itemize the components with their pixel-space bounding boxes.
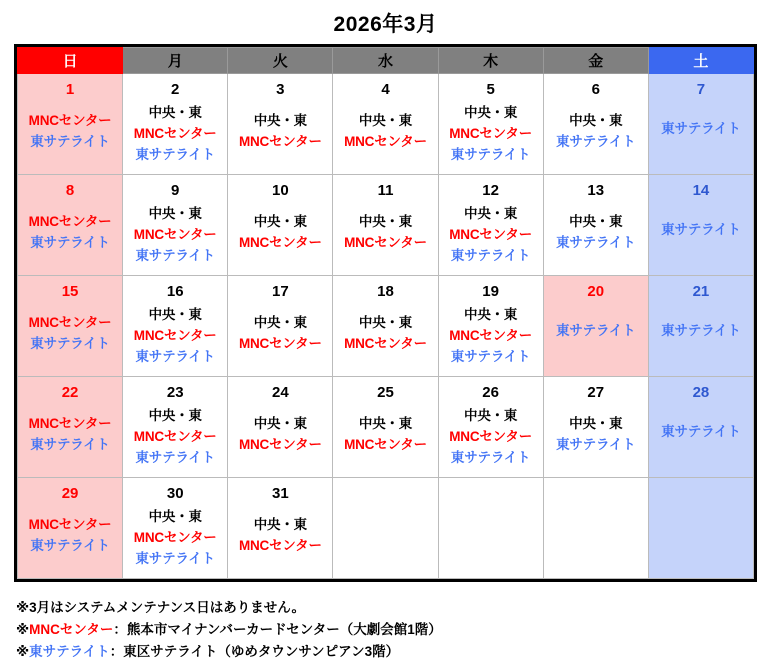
- footer-note-segment: ：熊本市マイナンバーカードセンター（大劇会館1階）: [113, 621, 442, 637]
- day-entries: [228, 414, 332, 456]
- footer-note-segment: MNCセンター: [29, 621, 114, 637]
- calendar-day-cell-6: [543, 74, 648, 175]
- calendar-day-cell-23: [123, 377, 228, 478]
- day-entry: 東サテライト: [661, 222, 741, 237]
- day-number: 15: [61, 283, 79, 300]
- day-entry: 中央・東: [464, 206, 518, 221]
- day-entries: [544, 111, 648, 153]
- calendar-day-cell-27: [543, 377, 648, 478]
- day-entries: [439, 305, 543, 368]
- day-entry: 中央・東: [148, 509, 202, 524]
- day-number: 26: [482, 384, 499, 401]
- day-entry: MNCセンター: [28, 517, 112, 532]
- day-number: 11: [377, 182, 394, 199]
- day-entries: [649, 220, 753, 241]
- calendar-day-cell-24: [228, 377, 333, 478]
- day-entry: MNCセンター: [344, 436, 427, 452]
- day-entry: MNCセンター: [238, 133, 322, 149]
- day-number: 30: [166, 485, 184, 502]
- weekday-header-土: 土: [648, 48, 753, 74]
- day-entry: MNCセンター: [344, 133, 427, 149]
- calendar-week-row: [18, 377, 754, 478]
- day-entries: [228, 111, 332, 153]
- weekday-header-火: 火: [228, 48, 333, 74]
- day-number: 1: [65, 81, 75, 98]
- calendar-day-cell-31: [228, 478, 333, 579]
- day-entries: [18, 313, 122, 355]
- day-entry: 東サテライト: [556, 234, 636, 250]
- day-number: 16: [166, 283, 184, 300]
- day-entries: [544, 321, 648, 342]
- day-number: 9: [171, 182, 180, 199]
- day-entry: 東サテライト: [450, 146, 531, 162]
- footer-note-line: [16, 619, 756, 641]
- day-entry: MNCセンター: [238, 436, 322, 452]
- day-number: 31: [272, 485, 289, 502]
- day-entry: 東サテライト: [135, 348, 215, 364]
- page-title: 2026年3月: [333, 13, 438, 36]
- day-entry: 中央・東: [253, 416, 307, 431]
- day-number: 25: [377, 384, 394, 401]
- day-number: 22: [61, 384, 79, 401]
- day-entry: MNCセンター: [238, 234, 322, 250]
- day-entry: 東サテライト: [30, 436, 110, 452]
- day-entry: 中央・東: [253, 517, 307, 532]
- calendar-week-row: [18, 175, 754, 276]
- calendar-day-cell-5: [438, 74, 543, 175]
- day-entry: 東サテライト: [556, 133, 636, 149]
- day-entries: [228, 212, 332, 254]
- footer-note-segment: ※: [16, 643, 30, 659]
- day-entry: 中央・東: [148, 307, 202, 322]
- calendar-day-cell-25: [333, 377, 438, 478]
- day-entry: 中央・東: [253, 315, 307, 330]
- calendar-day-cell-20: [543, 276, 648, 377]
- day-number: 23: [166, 384, 184, 401]
- weekday-header-水: 水: [333, 48, 438, 74]
- calendar-day-cell-14: [648, 175, 753, 276]
- day-entry: MNCセンター: [133, 125, 217, 141]
- calendar-day-cell-22: [18, 377, 123, 478]
- day-number: 20: [587, 283, 605, 300]
- day-entry: MNCセンター: [28, 416, 112, 431]
- day-entry: MNCセンター: [28, 214, 112, 229]
- footer-note-line: [16, 641, 756, 663]
- day-entry: 中央・東: [148, 206, 202, 221]
- calendar-day-cell-21: [648, 276, 753, 377]
- calendar-day-cell-13: [543, 175, 648, 276]
- day-entry: MNCセンター: [344, 335, 427, 351]
- day-entries: [333, 212, 437, 254]
- day-entry: 中央・東: [148, 408, 202, 423]
- calendar-day-cell-empty: [648, 478, 753, 579]
- day-entry: 東サテライト: [450, 348, 531, 364]
- day-entry: 中央・東: [464, 105, 518, 120]
- day-number: 18: [377, 283, 394, 300]
- day-number: 24: [272, 384, 289, 401]
- day-entries: [123, 103, 227, 166]
- day-entry: MNCセンター: [133, 327, 217, 343]
- day-number: 7: [696, 81, 706, 98]
- day-number: 10: [272, 182, 289, 199]
- day-entry: MNCセンター: [238, 335, 322, 351]
- day-entries: [544, 414, 648, 456]
- footer-note-segment: ※3月はシステムメンテナンス日はありません。: [16, 600, 306, 615]
- calendar-day-cell-17: [228, 276, 333, 377]
- day-entry: 東サテライト: [30, 537, 110, 553]
- day-number: 8: [65, 182, 75, 199]
- day-entries: [228, 515, 332, 557]
- calendar-day-cell-29: [18, 478, 123, 579]
- day-entries: [18, 111, 122, 153]
- day-entry: MNCセンター: [449, 125, 533, 141]
- day-entries: [649, 119, 753, 140]
- day-entries: [333, 111, 437, 153]
- day-entry: MNCセンター: [28, 113, 112, 128]
- calendar-day-cell-12: [438, 175, 543, 276]
- calendar-day-cell-empty: [543, 478, 648, 579]
- day-number: 28: [692, 384, 710, 401]
- day-entries: [18, 515, 122, 557]
- day-entry: 中央・東: [464, 307, 518, 322]
- day-entries: [123, 305, 227, 368]
- day-number: 12: [482, 182, 499, 199]
- calendar-day-cell-8: [18, 175, 123, 276]
- weekday-header-金: 金: [543, 48, 648, 74]
- day-number: 29: [61, 485, 79, 502]
- day-entry: 東サテライト: [135, 550, 215, 566]
- footer-note-segment: ※: [16, 621, 30, 637]
- day-entries: [228, 313, 332, 355]
- day-number: 5: [486, 81, 495, 98]
- calendar-day-cell-19: [438, 276, 543, 377]
- calendar-day-cell-9: [123, 175, 228, 276]
- day-entry: 中央・東: [464, 408, 518, 423]
- calendar-day-cell-18: [333, 276, 438, 377]
- calendar-day-cell-10: [228, 175, 333, 276]
- calendar-day-cell-empty: [333, 478, 438, 579]
- day-entry: 中央・東: [148, 105, 202, 120]
- day-entry: 東サテライト: [135, 146, 215, 162]
- day-entry: MNCセンター: [449, 226, 533, 242]
- weekday-header-row: [18, 48, 754, 74]
- day-entry: 東サテライト: [135, 449, 215, 465]
- day-entry: 東サテライト: [556, 323, 636, 338]
- day-entries: [18, 414, 122, 456]
- day-number: 17: [272, 283, 289, 300]
- calendar-body: [18, 74, 754, 579]
- calendar-day-cell-26: [438, 377, 543, 478]
- day-entry: MNCセンター: [133, 428, 217, 444]
- footer-note-segment: 東サテライト: [29, 643, 110, 659]
- day-number: 21: [692, 283, 710, 300]
- day-entries: [333, 414, 437, 456]
- day-entries: [333, 313, 437, 355]
- day-entry: 中央・東: [358, 416, 413, 431]
- calendar-day-cell-16: [123, 276, 228, 377]
- day-entry: 中央・東: [569, 416, 623, 431]
- footer-note-segment: ：東区サテライト（ゆめタウンサンピアン3階）: [109, 643, 400, 659]
- day-entry: 東サテライト: [30, 133, 110, 149]
- day-entries: [123, 507, 227, 570]
- day-entries: [439, 204, 543, 267]
- day-entry: 東サテライト: [30, 335, 110, 351]
- day-entries: [18, 212, 122, 254]
- day-number: 2: [171, 81, 180, 98]
- footer-note-line: [16, 597, 756, 619]
- day-number: 4: [381, 81, 390, 98]
- weekday-header-月: 月: [123, 48, 228, 74]
- day-entry: MNCセンター: [133, 529, 217, 545]
- day-entries: [123, 204, 227, 267]
- day-entries: [439, 103, 543, 166]
- day-entry: 東サテライト: [450, 449, 531, 465]
- day-entry: MNCセンター: [449, 327, 533, 343]
- day-entry: MNCセンター: [344, 234, 427, 250]
- day-entry: 中央・東: [569, 113, 623, 128]
- calendar-week-row: [18, 276, 754, 377]
- day-entry: 東サテライト: [30, 234, 110, 250]
- day-entry: 東サテライト: [556, 436, 636, 452]
- day-number: 3: [276, 81, 285, 98]
- calendar-day-cell-4: [333, 74, 438, 175]
- day-entries: [649, 422, 753, 443]
- day-entry: 東サテライト: [450, 247, 531, 263]
- footer-notes: [16, 597, 756, 663]
- day-entries: [439, 406, 543, 469]
- day-entries: [649, 321, 753, 342]
- calendar-day-cell-15: [18, 276, 123, 377]
- day-number: 19: [482, 283, 499, 300]
- day-entries: [544, 212, 648, 254]
- day-number: 13: [587, 182, 605, 199]
- calendar-day-cell-1: [18, 74, 123, 175]
- calendar-week-row: [18, 478, 754, 579]
- calendar-table: [17, 47, 754, 579]
- day-entry: 中央・東: [253, 113, 307, 128]
- day-entry: 中央・東: [569, 214, 623, 229]
- day-number: 27: [587, 384, 605, 401]
- calendar-day-cell-3: [228, 74, 333, 175]
- calendar-day-cell-7: [648, 74, 753, 175]
- weekday-header-日: 日: [18, 48, 123, 74]
- calendar-day-cell-28: [648, 377, 753, 478]
- day-entry: MNCセンター: [238, 537, 322, 553]
- day-number: 6: [591, 81, 600, 98]
- calendar-day-cell-30: [123, 478, 228, 579]
- day-entry: 中央・東: [253, 214, 307, 229]
- calendar-grid: [14, 44, 757, 582]
- calendar-week-row: [18, 74, 754, 175]
- day-entry: MNCセンター: [28, 315, 112, 330]
- day-entries: [123, 406, 227, 469]
- calendar-day-cell-2: [123, 74, 228, 175]
- weekday-header-木: 木: [438, 48, 543, 74]
- day-entry: MNCセンター: [449, 428, 533, 444]
- day-entry: 中央・東: [358, 214, 413, 229]
- day-entry: 東サテライト: [661, 323, 741, 338]
- day-entry: 東サテライト: [661, 424, 741, 439]
- calendar-day-cell-11: [333, 175, 438, 276]
- day-number: 14: [692, 182, 710, 199]
- day-entry: 東サテライト: [661, 121, 741, 136]
- day-entry: 中央・東: [358, 113, 413, 128]
- calendar-day-cell-empty: [438, 478, 543, 579]
- day-entry: 東サテライト: [135, 247, 215, 263]
- day-entry: 中央・東: [358, 315, 413, 330]
- day-entry: MNCセンター: [133, 226, 217, 242]
